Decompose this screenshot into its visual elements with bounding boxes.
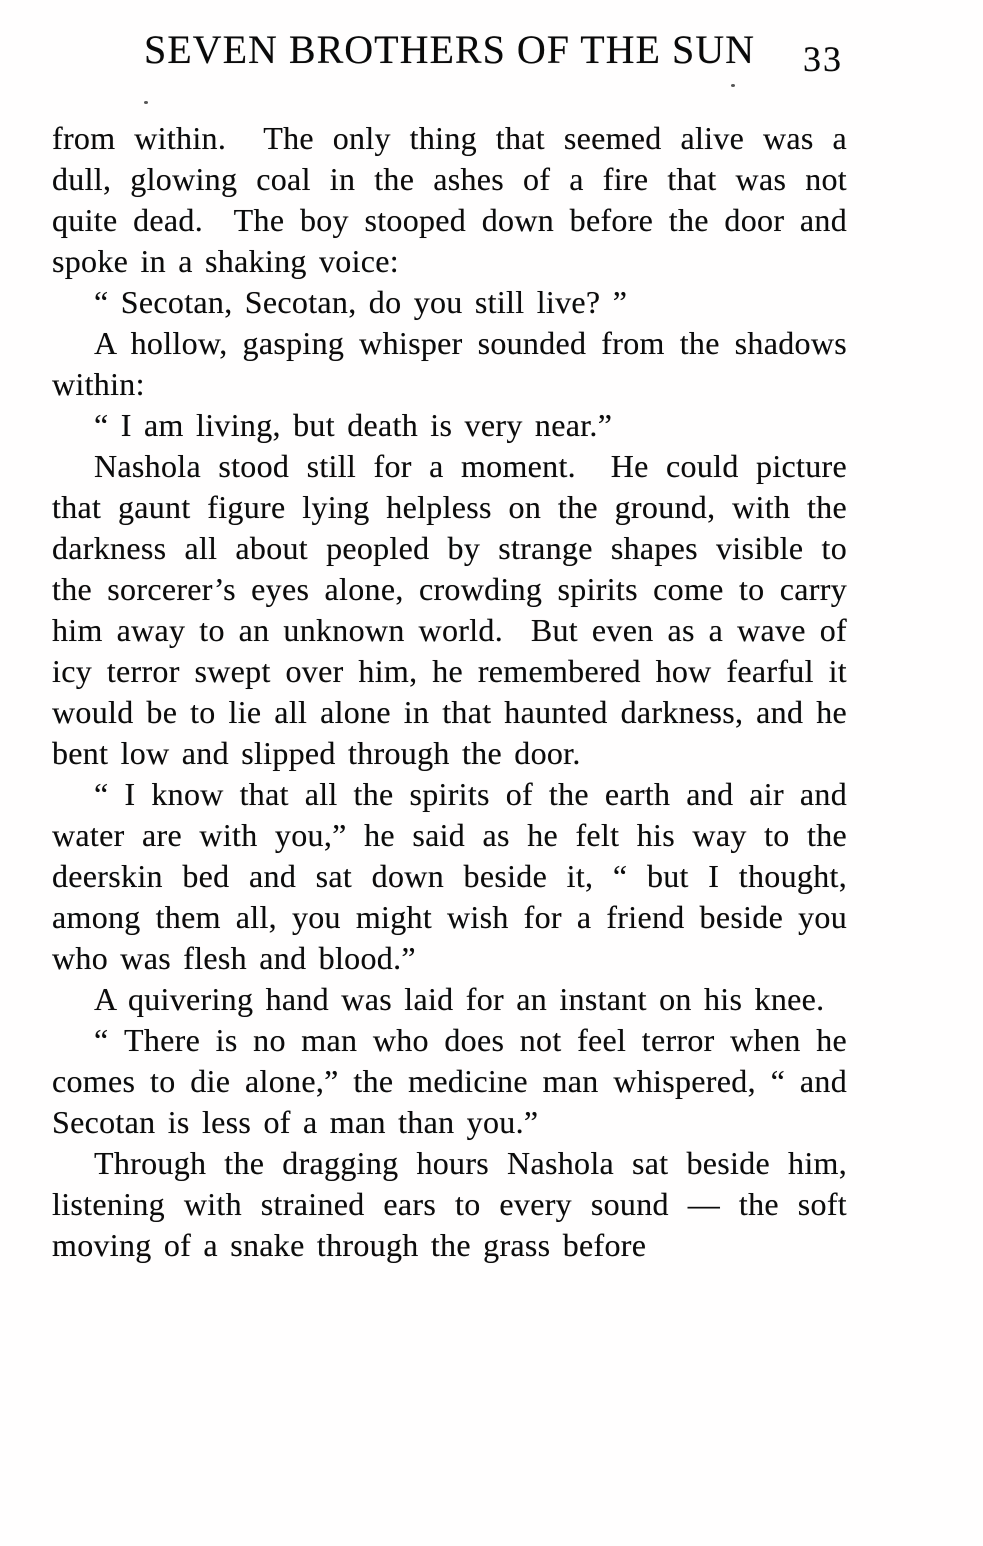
paragraph: A hollow, gasping whisper sounded from the shadows within:: [52, 325, 847, 402]
page-number: 33: [803, 39, 843, 79]
paragraph-quote: “ There is no man who does not feel terror when he comes to die alone,” the medicine man whispered, “ and Secotan is less of a man than you.”: [52, 1022, 847, 1140]
body-text: [52, 118, 847, 1266]
paragraph-continuation: from within. The only thing that seemed alive was a dull, glowing coal in the ashes of a fire that was not quite dead. The boy stooped down before the door and spoke in a shaking voice:: [52, 120, 847, 279]
scan-speck: [731, 84, 735, 87]
page-header: [52, 26, 847, 78]
text-column: [52, 26, 847, 1266]
paragraph-quote: “ Secotan, Secotan, do you still live? ”: [94, 284, 628, 320]
scan-speck: [144, 101, 148, 104]
paragraph: Through the dragging hours Nashola sat beside him, listening with strained ears to every sound — the soft moving of a snake through the grass before: [52, 1145, 847, 1263]
paragraph: A quivering hand was laid for an instant on his knee.: [94, 981, 825, 1017]
paragraph-quote: “ I know that all the spirits of the earth and air and water are with you,” he said as he felt his way to the deerskin bed and sat down beside it, “ but I thought, among them all, you might wish for a friend beside you who was flesh and blood.”: [52, 776, 847, 976]
running-title: SEVEN BROTHERS OF THE SUN: [144, 27, 755, 72]
paragraph: Nashola stood still for a moment. He could picture that gaunt figure lying helpless on the ground, with the darkness all about peopled by strange shapes visible to the sorcerer’s eyes alone, crowding spirits come to carry him away to an unknown world. But even as a wave of icy terror swept over him, he remembered how fearful it would be to lie all alone in that haunted darkness, and he bent low and slipped through the door.: [52, 448, 847, 771]
paragraph-quote: “ I am living, but death is very near.”: [94, 407, 613, 443]
